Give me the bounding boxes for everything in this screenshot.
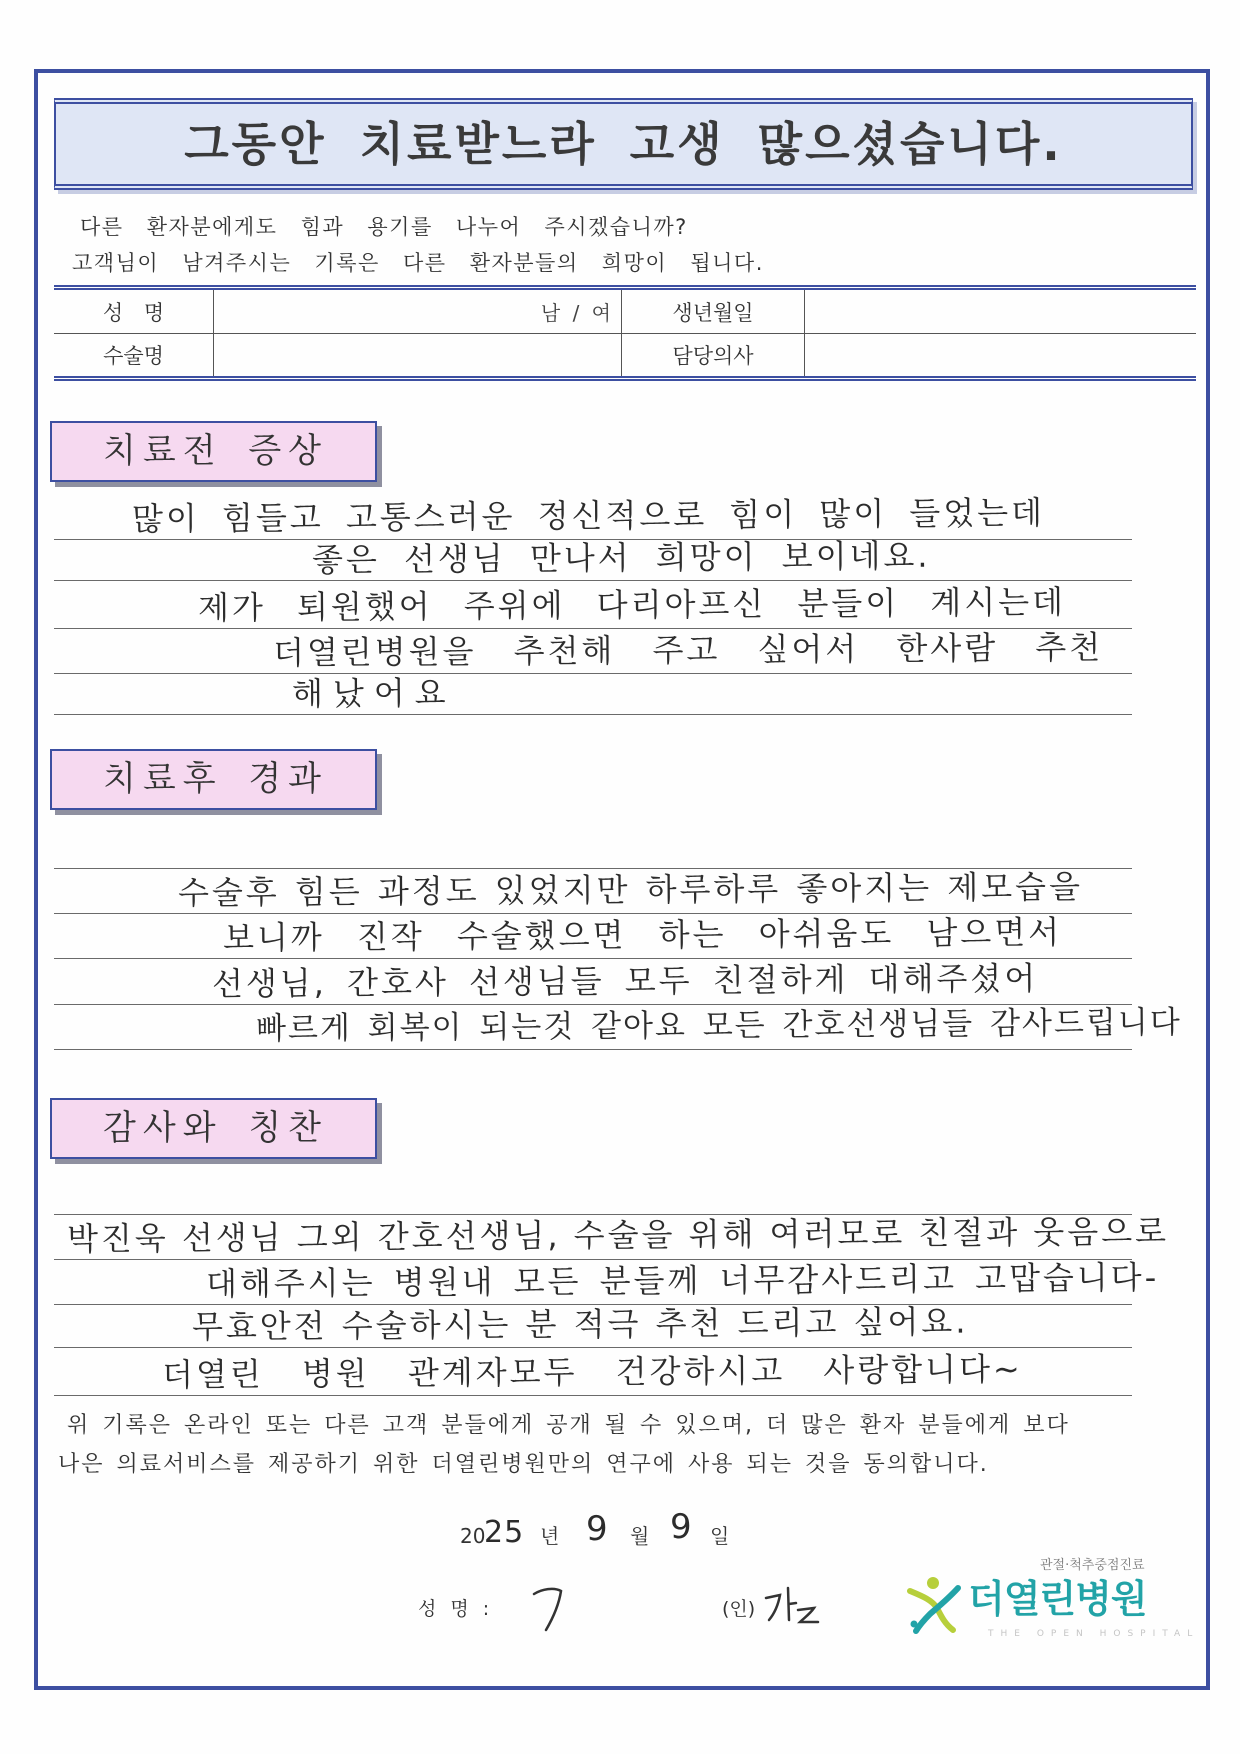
handwritten-line: 더열린병원을 추천해 주고 싶어서 한사람 추천 — [272, 628, 1104, 672]
ruled-line — [54, 1395, 1132, 1396]
seal-label: (인) — [722, 1598, 756, 1620]
handwritten-line: 박진욱 선생님 그외 간호선생님, 수술을 위해 여러모로 친절과 웃음으로 — [66, 1212, 1170, 1258]
date-day-handwritten: 9 — [670, 1507, 692, 1547]
handwritten-line: 선생님, 간호사 선생님들 모두 친절하게 대해주셨어 — [211, 959, 1039, 1003]
surgery-value-cell — [214, 334, 622, 376]
handwritten-line: 좋은 선생님 만나서 희망이 보이네요. — [311, 536, 931, 579]
title-banner — [54, 98, 1193, 190]
handwritten-line: 많이 힘들고 고통스러운 정신적으로 힘이 많이 들었는데 — [131, 493, 1046, 538]
table-row — [54, 334, 1196, 376]
ruled-line — [54, 673, 1132, 674]
handwritten-line: 수술후 힘든 과정도 있었지만 하루하루 좋아지는 제모습을 — [177, 867, 1084, 912]
handwritten-line: 제가 퇴원했어 주위에 다리아프신 분들이 계시는데 — [197, 582, 1067, 627]
date-year-handwritten: 25 — [484, 1515, 525, 1550]
handwritten-line: 해났어요 — [291, 673, 456, 713]
date-year-label: 년 — [540, 1524, 560, 1548]
date-year-prefix: 20 — [460, 1524, 486, 1548]
consent-text: 위 기록은 온라인 또는 다른 고객 분들에게 공개 될 수 있으며, 더 많은 환자 분들에게 보다 — [67, 1413, 1070, 1438]
handwritten-line: 보니까 진작 수술했으면 하는 아쉬움도 남으면서 — [222, 913, 1063, 957]
ruled-line — [54, 1347, 1132, 1348]
section-heading-before-treatment — [50, 421, 377, 482]
table-row — [54, 290, 1196, 334]
section-heading-label: 감사와 칭찬 — [103, 1108, 329, 1148]
ruled-line — [54, 580, 1132, 581]
date-day-label: 일 — [710, 1524, 730, 1548]
date-month-label: 월 — [630, 1524, 650, 1548]
doctor-label: 담당의사 — [622, 334, 805, 376]
birthdate-value-cell — [805, 290, 1196, 333]
section-heading-thanks — [50, 1098, 377, 1159]
handwritten-line: 빠르게 회복이 되는것 같아요 모든 간호선생님들 감사드립니다 — [255, 1004, 1182, 1047]
handwritten-line: 더열린 병원 관계자모두 건강하시고 사랑합니다~ — [161, 1349, 1023, 1394]
doctor-value-cell — [805, 334, 1196, 376]
seal-signature-mark — [762, 1584, 824, 1630]
handwritten-line: 대해주시는 병원내 모든 분들께 너무감사드리고 고맙습니다- — [205, 1258, 1160, 1303]
logo-english-name: THE OPEN HOSPITAL — [988, 1629, 1200, 1639]
surgery-label: 수술명 — [54, 334, 214, 376]
page-title: 그동안 치료받느라 고생 많으셨습니다. — [184, 117, 1063, 171]
handwritten-line: 무효안전 수술하시는 분 적극 추천 드리고 싶어요. — [191, 1302, 969, 1346]
patient-info-table — [54, 285, 1196, 381]
section-heading-label: 치료후 경과 — [103, 759, 329, 799]
signature-mark — [528, 1582, 572, 1634]
ruled-line — [54, 1049, 1132, 1050]
consent-text: 나은 의료서비스를 제공하기 위한 더열린병원만의 연구에 사용 되는 것을 동의합니다. — [58, 1452, 989, 1477]
intro-line: 고객님이 남겨주시는 기록은 다른 환자분들의 희망이 됩니다. — [72, 251, 764, 275]
section-heading-after-treatment — [50, 749, 377, 810]
hospital-logo-icon — [906, 1574, 964, 1634]
gender-label: 남 / 여 — [540, 301, 611, 325]
name-label: 성 명 — [54, 290, 214, 333]
date-month-handwritten: 9 — [586, 1509, 608, 1549]
section-heading-label: 치료전 증상 — [103, 431, 329, 471]
intro-line: 다른 환자분에게도 힘과 용기를 나누어 주시겠습니까? — [80, 215, 688, 239]
logo-name: 더열린병원 — [968, 1577, 1147, 1621]
birthdate-label: 생년월일 — [622, 290, 805, 333]
name-value-cell — [214, 290, 622, 333]
logo-tagline: 관절·척추중점진료 — [1040, 1558, 1145, 1573]
ruled-line — [54, 1004, 1132, 1005]
ruled-line — [54, 714, 1132, 715]
signature-name-label: 성 명 : — [418, 1598, 490, 1620]
